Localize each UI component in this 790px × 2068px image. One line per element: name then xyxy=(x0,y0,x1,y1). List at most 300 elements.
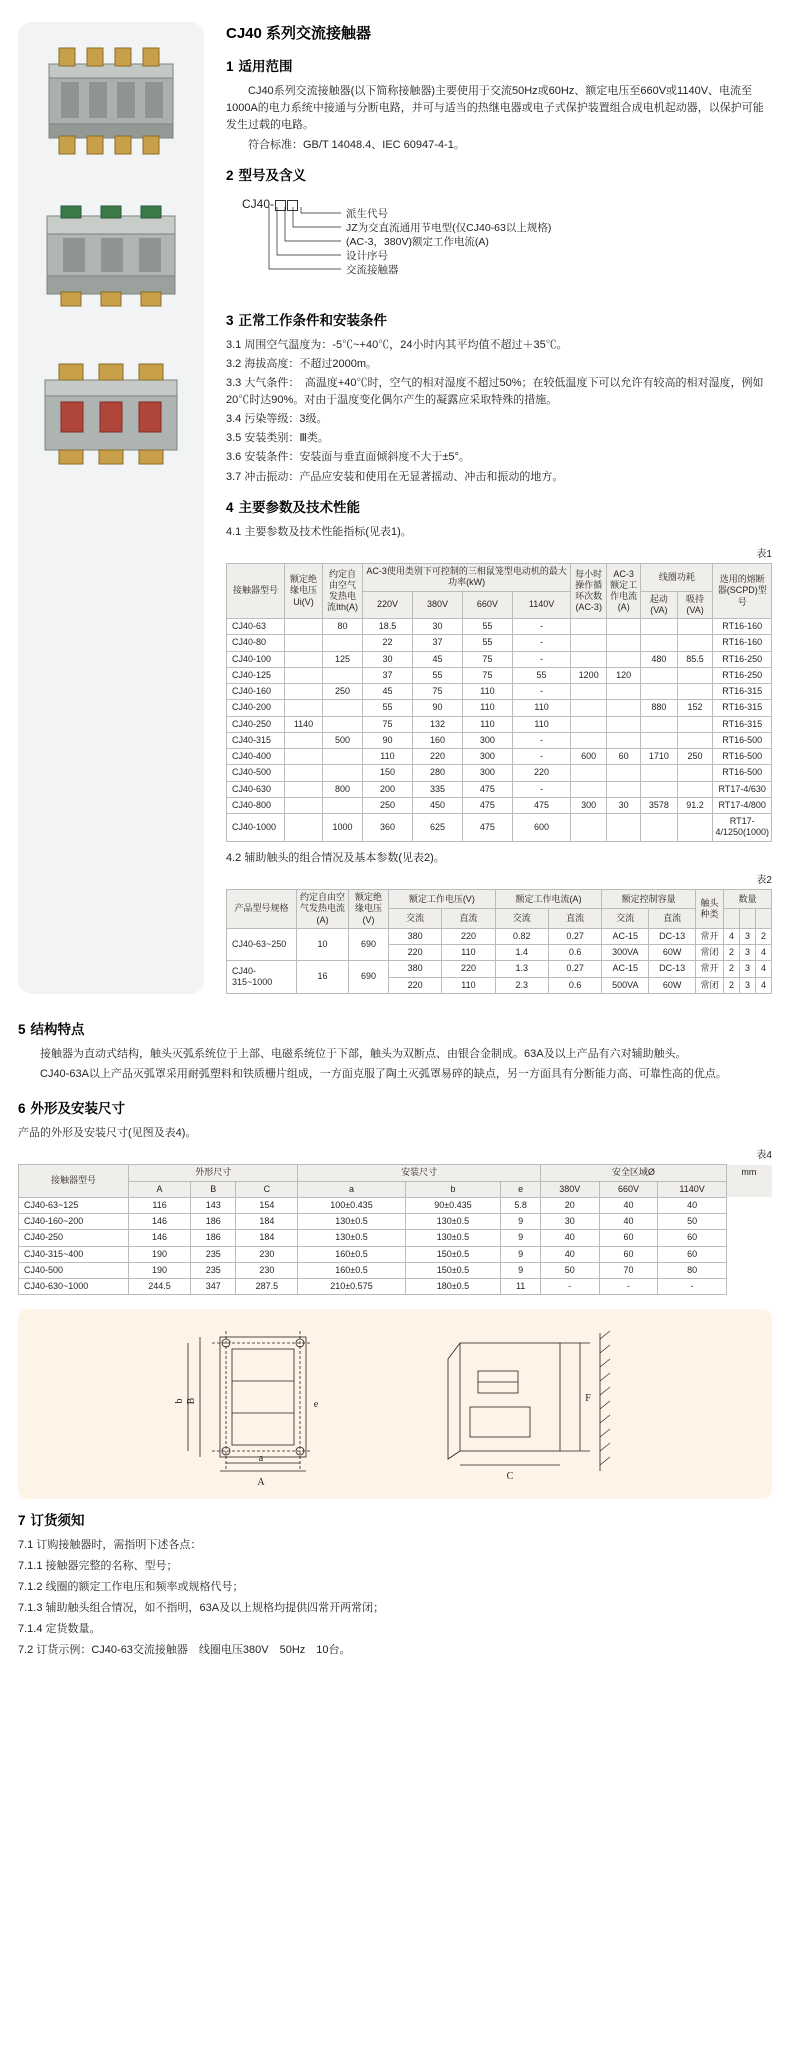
cell-ui xyxy=(285,700,323,716)
cell-p380: 75 xyxy=(412,684,462,700)
section7-item-2: 7.1.2 线圈的额定工作电压和频率或规格代号； xyxy=(18,1581,244,1594)
cell-ui: 690 xyxy=(349,961,389,994)
section6-paragraph: 产品的外形及安装尺寸(见图及表4)。 xyxy=(18,1126,197,1139)
cell-hold: 91.2 xyxy=(677,797,713,813)
cell-p220: 110 xyxy=(363,749,413,765)
cell-B: 186 xyxy=(191,1230,236,1246)
cell-cac: AC-15 xyxy=(602,961,649,977)
cell-scpd: RT17-4/800 xyxy=(713,797,772,813)
cell-iac: 0.82 xyxy=(495,928,548,944)
cell-p660: 300 xyxy=(462,749,512,765)
text-column xyxy=(204,22,772,994)
cell-p220: 18.5 xyxy=(363,619,413,635)
cell-C: 230 xyxy=(236,1246,298,1262)
cell-ie xyxy=(607,700,641,716)
th2-cap-dc: 直流 xyxy=(649,909,696,928)
table-row xyxy=(227,651,772,667)
cell-start xyxy=(641,716,677,732)
table-row xyxy=(19,1230,772,1246)
cell-scpd: RT16-250 xyxy=(713,651,772,667)
auxiliary-contacts-body xyxy=(227,928,772,993)
cell-scpd: RT16-500 xyxy=(713,732,772,748)
table-row xyxy=(227,749,772,765)
cell-scpd: RT17-4/1250(1000) xyxy=(713,814,772,842)
th4-e: e xyxy=(501,1181,541,1197)
section3-item-2: 3.3 大气条件： 高温度+40℃时，空气的相对湿度不超过50%；在较低温度下可以允许有较高的相对湿度，例如20℃时达90%。对由于温度变化偶尔产生的凝露应采取特殊的措施。 xyxy=(226,377,764,407)
cell-p380: 90 xyxy=(412,700,462,716)
cell-hold xyxy=(677,619,713,635)
th2-ue-ac: 交流 xyxy=(389,909,442,928)
table2-caption: 表2 xyxy=(756,874,772,886)
table1-caption: 表1 xyxy=(756,548,772,560)
cell-e: 9 xyxy=(501,1246,541,1262)
cell-ops xyxy=(571,684,607,700)
cell-ops: 300 xyxy=(571,797,607,813)
cell-B: 235 xyxy=(191,1262,236,1278)
dimension-drawing-panel xyxy=(18,1309,772,1499)
cell-B: 235 xyxy=(191,1246,236,1262)
section7-item-1: 7.1.1 接触器完整的名称、型号； xyxy=(18,1560,178,1573)
section3-item-0: 3.1 周围空气温度为：-5℃~+40℃，24小时内其平均值不超过＋35℃。 xyxy=(226,339,568,352)
cell-p220: 90 xyxy=(363,732,413,748)
cell-start xyxy=(641,781,677,797)
table-row xyxy=(19,1181,772,1197)
model-label-2: (AC-3，380V)额定工作电流(A) xyxy=(346,236,489,249)
th4-A: A xyxy=(129,1181,191,1197)
section-title-4: 主要参数及技术性能 xyxy=(238,499,361,515)
table-row xyxy=(19,1214,772,1230)
cell-ith: 80 xyxy=(323,619,363,635)
cell-p660: 55 xyxy=(462,635,512,651)
table4-caption: 表4 xyxy=(756,1149,772,1161)
cell-hold xyxy=(677,814,713,842)
th4-b: b xyxy=(405,1181,501,1197)
cell-p220: 55 xyxy=(363,700,413,716)
cell-ops xyxy=(571,716,607,732)
th2-n3 xyxy=(756,909,772,928)
cell-ops: 1200 xyxy=(571,667,607,683)
cell-A: 146 xyxy=(129,1214,191,1230)
cell-p1140: - xyxy=(512,619,570,635)
cell-ith xyxy=(323,635,363,651)
cell-p380: 280 xyxy=(412,765,462,781)
cell-uac: 220 xyxy=(389,945,442,961)
dimensions-body xyxy=(19,1197,772,1295)
cell-C: 230 xyxy=(236,1262,298,1278)
cell-kind: 常开 xyxy=(696,928,724,944)
cell-p1140: - xyxy=(512,635,570,651)
th2-cap: 额定控制容量 xyxy=(602,890,696,909)
cell-iac: 1.3 xyxy=(495,961,548,977)
section-heading-3 xyxy=(226,311,772,332)
cell-n1: 2 xyxy=(724,961,740,977)
cell-scpd: RT16-160 xyxy=(713,635,772,651)
cell-hold: 85.5 xyxy=(677,651,713,667)
cell-n3: 4 xyxy=(756,977,772,993)
cell-hold xyxy=(677,684,713,700)
cell-660: 40 xyxy=(599,1197,658,1213)
th4-B: B xyxy=(191,1181,236,1197)
cell-kind: 常闭 xyxy=(696,945,724,961)
table-row xyxy=(227,765,772,781)
cell-scpd: RT16-315 xyxy=(713,684,772,700)
section1-paragraph-2: 符合标准：GB/T 14048.4、IEC 60947-4-1。 xyxy=(248,139,465,152)
model-code-prefix: CJ40- xyxy=(242,197,275,212)
th4-a: a xyxy=(298,1181,405,1197)
cell-ie: 60 xyxy=(607,749,641,765)
cell-n1: 2 xyxy=(724,945,740,961)
cell-380: 40 xyxy=(540,1246,599,1262)
cell-ie xyxy=(607,635,641,651)
cell-ui xyxy=(285,765,323,781)
cell-ie xyxy=(607,619,641,635)
cell-model: CJ40-80 xyxy=(227,635,285,651)
model-label-4: 交流接触器 xyxy=(346,264,399,277)
cell-1140: 60 xyxy=(658,1230,726,1246)
cell-ui xyxy=(285,749,323,765)
th4-safe xyxy=(540,1165,726,1181)
section-heading-2 xyxy=(226,166,772,187)
section7-item-4: 7.1.4 定货数量。 xyxy=(18,1623,101,1636)
cell-model: CJ40-250 xyxy=(19,1230,129,1246)
cell-p380: 220 xyxy=(412,749,462,765)
cell-start xyxy=(641,732,677,748)
cell-hold xyxy=(677,732,713,748)
th-model: 接触器型号 xyxy=(227,564,285,619)
section-number-4: 4 xyxy=(226,499,234,515)
dim-label-a: a xyxy=(258,1453,264,1465)
cell-C: 154 xyxy=(236,1197,298,1213)
cell-uac: 220 xyxy=(389,977,442,993)
cell-model: CJ40-200 xyxy=(227,700,285,716)
dim-label-C: C xyxy=(506,1471,514,1483)
contactor-photo-1 xyxy=(31,34,191,164)
cell-C: 287.5 xyxy=(236,1279,298,1295)
table-row xyxy=(19,1279,772,1295)
cell-C: 184 xyxy=(236,1230,298,1246)
cell-start: 880 xyxy=(641,700,677,716)
cell-start xyxy=(641,667,677,683)
cell-model: CJ40-315~400 xyxy=(19,1246,129,1262)
cell-A: 244.5 xyxy=(129,1279,191,1295)
dim-label-A: A xyxy=(257,1477,265,1489)
th-220: 220V xyxy=(363,591,413,619)
cell-ui xyxy=(285,651,323,667)
section-7 xyxy=(0,1511,790,1659)
cell-ops xyxy=(571,700,607,716)
cell-p660: 110 xyxy=(462,716,512,732)
cell-ith xyxy=(323,797,363,813)
th2-ui: 额定绝缘电压(V) xyxy=(349,890,389,929)
cell-p1140: 110 xyxy=(512,716,570,732)
th4-660: 660V xyxy=(599,1181,658,1197)
cell-model: CJ40-63~250 xyxy=(227,928,297,961)
th2-ith: 约定自由空气发热电流(A) xyxy=(297,890,349,929)
cell-scpd: RT16-160 xyxy=(713,619,772,635)
cell-p220: 75 xyxy=(363,716,413,732)
cell-b: 130±0.5 xyxy=(405,1214,501,1230)
cell-ops xyxy=(571,732,607,748)
cell-model: CJ40-63~125 xyxy=(19,1197,129,1213)
cell-ie xyxy=(607,814,641,842)
cell-p380: 450 xyxy=(412,797,462,813)
table-row xyxy=(19,1165,772,1181)
cell-ith xyxy=(323,765,363,781)
section-heading-7 xyxy=(18,1511,772,1532)
section-number-7: 7 xyxy=(18,1513,26,1529)
section4-sub2: 4.2 辅助触头的组合情况及基本参数(见表2)。 xyxy=(226,851,445,864)
table-row xyxy=(227,684,772,700)
cell-hold xyxy=(677,667,713,683)
table-row xyxy=(227,797,772,813)
model-label-3: 设计序号 xyxy=(346,250,388,263)
cell-p1140: 110 xyxy=(512,700,570,716)
cell-B: 143 xyxy=(191,1197,236,1213)
cell-p220: 22 xyxy=(363,635,413,651)
cell-hold: 152 xyxy=(677,700,713,716)
table-row xyxy=(227,928,772,944)
cell-ops xyxy=(571,814,607,842)
th2-ue-dc: 直流 xyxy=(442,909,495,928)
cell-start xyxy=(641,635,677,651)
cell-scpd: RT16-250 xyxy=(713,667,772,683)
section3-item-6: 3.7 冲击振动：产品应安装和使用在无显著摇动、冲击和振动的地方。 xyxy=(226,470,564,483)
cell-n1: 4 xyxy=(724,928,740,944)
cell-hold: 250 xyxy=(677,749,713,765)
th4-C: C xyxy=(236,1181,298,1197)
cell-ie xyxy=(607,684,641,700)
th-660: 660V xyxy=(462,591,512,619)
cell-udc: 110 xyxy=(442,945,495,961)
section-number-2: 2 xyxy=(226,168,234,184)
section-title-1: 适用范围 xyxy=(238,59,293,75)
th-ui: 额定绝缘电压Ui(V) xyxy=(285,564,323,619)
section-heading-5 xyxy=(18,1020,772,1041)
cell-ie: 120 xyxy=(607,667,641,683)
cell-p220: 360 xyxy=(363,814,413,842)
cell-idc: 0.6 xyxy=(548,945,601,961)
cell-660: - xyxy=(599,1279,658,1295)
cell-idc: 0.6 xyxy=(548,977,601,993)
cell-a: 210±0.575 xyxy=(298,1279,405,1295)
table-row xyxy=(227,732,772,748)
cell-n2: 3 xyxy=(740,945,756,961)
cell-idc: 0.27 xyxy=(548,928,601,944)
th2-ue: 额定工作电压(V) xyxy=(389,890,496,909)
cell-p220: 150 xyxy=(363,765,413,781)
th-scpd: 选用的熔断器(SCPD)型号 xyxy=(713,564,772,619)
cell-ui xyxy=(285,635,323,651)
section-title-2: 型号及含义 xyxy=(238,168,307,184)
cell-ith xyxy=(323,700,363,716)
cell-e: 9 xyxy=(501,1214,541,1230)
cell-p380: 45 xyxy=(412,651,462,667)
cell-p1140: - xyxy=(512,732,570,748)
table-row xyxy=(227,667,772,683)
cell-n3: 2 xyxy=(756,928,772,944)
cell-p660: 110 xyxy=(462,700,512,716)
dimensions-table xyxy=(18,1164,772,1295)
th-coil-hold: 吸持(VA) xyxy=(677,591,713,619)
cell-p660: 55 xyxy=(462,619,512,635)
cell-ith: 125 xyxy=(323,651,363,667)
cell-udc: 220 xyxy=(442,961,495,977)
cell-scpd: RT16-500 xyxy=(713,749,772,765)
cell-a: 130±0.5 xyxy=(298,1230,405,1246)
cell-ui xyxy=(285,619,323,635)
cell-ui xyxy=(285,814,323,842)
th-ith: 约定自由空气发热电流Ith(A) xyxy=(323,564,363,619)
cell-a: 160±0.5 xyxy=(298,1246,405,1262)
cell-p380: 335 xyxy=(412,781,462,797)
cell-ith xyxy=(323,667,363,683)
table-row xyxy=(227,814,772,842)
cell-p1140: - xyxy=(512,651,570,667)
cell-model: CJ40-500 xyxy=(227,765,285,781)
cell-b: 150±0.5 xyxy=(405,1262,501,1278)
cell-model: CJ40-315~1000 xyxy=(227,961,297,994)
cell-660: 70 xyxy=(599,1262,658,1278)
cell-p220: 250 xyxy=(363,797,413,813)
table-row xyxy=(227,781,772,797)
cell-ui xyxy=(285,797,323,813)
cell-e: 5.8 xyxy=(501,1197,541,1213)
th-ie: AC-3额定工作电流(A) xyxy=(607,564,641,619)
table-row xyxy=(227,961,772,977)
cell-start xyxy=(641,765,677,781)
th-ops: 每小时操作循环次数(AC-3) xyxy=(571,564,607,619)
cell-p660: 110 xyxy=(462,684,512,700)
table-row xyxy=(227,635,772,651)
section5-paragraph-1: 接触器为直动式结构，触头灭弧系统位于上部、电磁系统位于下部，触头为双断点、由银合金制成。63A及以上产品有六对辅助触头。 xyxy=(40,1047,687,1060)
cell-scpd: RT16-500 xyxy=(713,765,772,781)
cell-uac: 380 xyxy=(389,961,442,977)
cell-1140: - xyxy=(658,1279,726,1295)
cell-ith: 500 xyxy=(323,732,363,748)
cell-ith: 10 xyxy=(297,928,349,961)
cell-380: 40 xyxy=(540,1230,599,1246)
cell-scpd: RT16-315 xyxy=(713,716,772,732)
cell-C: 184 xyxy=(236,1214,298,1230)
section7-item-3: 7.1.3 辅助触头组合情况，如不指明，63A及以上规格均提供四常开两常闭； xyxy=(18,1602,385,1615)
th4-unit: mm xyxy=(726,1165,771,1181)
cell-cdc: DC-13 xyxy=(649,928,696,944)
cell-model: CJ40-400 xyxy=(227,749,285,765)
cell-ie: 30 xyxy=(607,797,641,813)
section-heading-6 xyxy=(18,1099,772,1120)
cell-b: 90±0.435 xyxy=(405,1197,501,1213)
cell-ops xyxy=(571,619,607,635)
cell-kind: 常闭 xyxy=(696,977,724,993)
th-coil-start: 起动(VA) xyxy=(641,591,677,619)
cell-1140: 60 xyxy=(658,1246,726,1262)
cell-model: CJ40-315 xyxy=(227,732,285,748)
cell-380: 50 xyxy=(540,1262,599,1278)
cell-p220: 37 xyxy=(363,667,413,683)
cell-e: 9 xyxy=(501,1262,541,1278)
dim-label-e: e xyxy=(313,1399,319,1411)
cell-p220: 200 xyxy=(363,781,413,797)
cell-a: 100±0.435 xyxy=(298,1197,405,1213)
th2-kind: 触头种类 xyxy=(696,890,724,929)
cell-ui xyxy=(285,684,323,700)
cell-p220: 30 xyxy=(363,651,413,667)
cell-e: 9 xyxy=(501,1230,541,1246)
cell-380: - xyxy=(540,1279,599,1295)
cell-cac: 500VA xyxy=(602,977,649,993)
table-row xyxy=(19,1246,772,1262)
cell-b: 180±0.5 xyxy=(405,1279,501,1295)
cell-380: 20 xyxy=(540,1197,599,1213)
model-label-1: JZ为交直流通用节电型(仅CJ40-63以上规格) xyxy=(346,222,552,235)
cell-ops xyxy=(571,651,607,667)
cell-p1140: - xyxy=(512,749,570,765)
cell-p380: 625 xyxy=(412,814,462,842)
section-number-6: 6 xyxy=(18,1100,26,1116)
dim-label-F: F xyxy=(585,1393,591,1405)
table-row xyxy=(227,564,772,592)
section-title-7: 订货须知 xyxy=(30,1513,85,1529)
cell-model: CJ40-63 xyxy=(227,619,285,635)
table-row xyxy=(227,890,772,909)
cell-start xyxy=(641,814,677,842)
section-number-3: 3 xyxy=(226,313,234,329)
model-code-diagram xyxy=(226,195,772,299)
cell-A: 190 xyxy=(129,1246,191,1262)
cell-hold xyxy=(677,781,713,797)
cell-ie xyxy=(607,781,641,797)
cell-p1140: - xyxy=(512,781,570,797)
cell-b: 130±0.5 xyxy=(405,1230,501,1246)
cell-model: CJ40-250 xyxy=(227,716,285,732)
cell-model: CJ40-630~1000 xyxy=(19,1279,129,1295)
cell-A: 146 xyxy=(129,1230,191,1246)
section-heading-4 xyxy=(226,498,772,519)
cell-cdc: DC-13 xyxy=(649,961,696,977)
cell-p1140: 55 xyxy=(512,667,570,683)
cell-ops: 600 xyxy=(571,749,607,765)
section-number-1: 1 xyxy=(226,59,234,75)
cell-ith: 16 xyxy=(297,961,349,994)
cell-b: 150±0.5 xyxy=(405,1246,501,1262)
main-parameters-table xyxy=(226,563,772,842)
cell-start: 1710 xyxy=(641,749,677,765)
cell-hold xyxy=(677,635,713,651)
cell-model: CJ40-1000 xyxy=(227,814,285,842)
cell-ui: 690 xyxy=(349,928,389,961)
section4-sub1: 4.1 主要参数及技术性能指标(见表1)。 xyxy=(226,525,412,538)
cell-p1140: 475 xyxy=(512,797,570,813)
contactor-photo-3 xyxy=(31,346,191,476)
cell-p380: 30 xyxy=(412,619,462,635)
cell-model: CJ40-500 xyxy=(19,1262,129,1278)
section3-item-1: 3.2 海拔高度：不超过2000m。 xyxy=(226,358,377,371)
cell-p1140: 220 xyxy=(512,765,570,781)
cell-p1140: 600 xyxy=(512,814,570,842)
cell-scpd: RT17-4/630 xyxy=(713,781,772,797)
cell-iac: 2.3 xyxy=(495,977,548,993)
cell-ie xyxy=(607,651,641,667)
th2-n2 xyxy=(740,909,756,928)
cell-ith xyxy=(323,716,363,732)
cell-udc: 110 xyxy=(442,977,495,993)
th-1140: 1140V xyxy=(512,591,570,619)
th2-n1 xyxy=(724,909,740,928)
cell-cac: 300VA xyxy=(602,945,649,961)
cell-p660: 75 xyxy=(462,667,512,683)
cell-p380: 132 xyxy=(412,716,462,732)
cell-p1140: - xyxy=(512,684,570,700)
